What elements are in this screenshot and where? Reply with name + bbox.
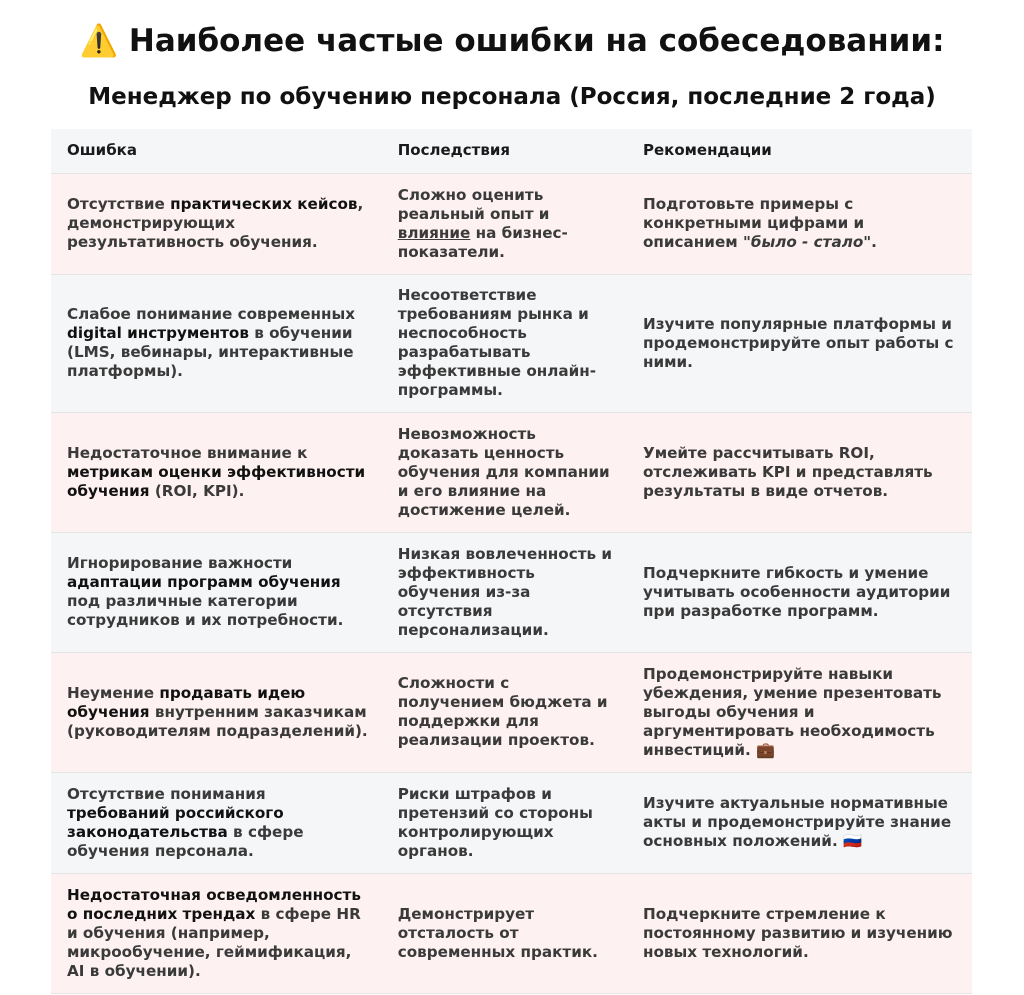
error-cell: Неумение продавать идею обучения внутренним заказчикам (руководителям подразделений). (51, 652, 382, 772)
table-row (51, 274, 972, 412)
recommendation-cell: Продемонстрируйте навыки убеждения, умение презентовать выгоды обучения и аргументировать необходимость инвестиций. 💼 (627, 652, 972, 772)
header-recommendation: Рекомендации (627, 129, 972, 173)
table-row (51, 412, 972, 532)
table-row (51, 772, 972, 873)
header-consequence: Последствия (382, 129, 627, 173)
table-row (51, 173, 972, 274)
table-row (51, 652, 972, 772)
recommendation-cell: Подчеркните стремление к постоянному развитию и изучению новых технологий. (627, 873, 972, 993)
error-cell: Слабое понимание современных digital инструментов в обучении (LMS, вебинары, интерактивные платформы). (51, 274, 382, 412)
error-cell: Отсутствие практических кейсов, демонстрирующих результативность обучения. (51, 173, 382, 274)
header-error: Ошибка (51, 129, 382, 173)
interview-mistakes-table (51, 129, 972, 994)
recommendation-cell: Умейте рассчитывать ROI, отслеживать KPI и представлять результаты в виде отчетов. (627, 412, 972, 532)
page-subtitle: Менеджер по обучению персонала (Россия, последние 2 года) (88, 84, 936, 110)
error-cell: Недостаточная осведомленность о последних трендах в сфере HR и обучения (например, микрообучение, геймификация, AI в обучении). (51, 873, 382, 993)
table-row (51, 873, 972, 993)
consequence-cell: Невозможность доказать ценность обучения для компании и его влияние на достижение целей. (382, 412, 627, 532)
consequence-cell: Низкая вовлеченность и эффективность обучения из-за отсутствия персонализации. (382, 532, 627, 652)
consequence-cell: Сложно оценить реальный опыт и влияние на бизнес-показатели. (382, 173, 627, 274)
error-cell: Недостаточное внимание к метрикам оценки эффективности обучения (ROI, KPI). (51, 412, 382, 532)
recommendation-cell: Подчеркните гибкость и умение учитывать особенности аудитории при разработке программ. (627, 532, 972, 652)
consequence-cell: Сложности с получением бюджета и поддержки для реализации проектов. (382, 652, 627, 772)
recommendation-cell: Изучите актуальные нормативные акты и продемонстрируйте знание основных положений. 🇷🇺 (627, 772, 972, 873)
error-cell: Отсутствие понимания требований российского законодательства в сфере обучения персонала. (51, 772, 382, 873)
table-row (51, 532, 972, 652)
error-cell: Игнорирование важности адаптации программ обучения под различные категории сотрудников и их потребности. (51, 532, 382, 652)
table-header-row (51, 129, 972, 173)
page-title: ⚠️ Наиболее частые ошибки на собеседовании: (79, 23, 945, 59)
consequence-cell: Риски штрафов и претензий со стороны контролирующих органов. (382, 772, 627, 873)
recommendation-cell: Подготовьте примеры с конкретными цифрами и описанием "было - стало". (627, 173, 972, 274)
consequence-cell: Демонстрирует отсталость от современных практик. (382, 873, 627, 993)
recommendation-cell: Изучите популярные платформы и продемонстрируйте опыт работы с ними. (627, 274, 972, 412)
consequence-cell: Несоответствие требованиям рынка и неспособность разрабатывать эффективные онлайн-программы. (382, 274, 627, 412)
